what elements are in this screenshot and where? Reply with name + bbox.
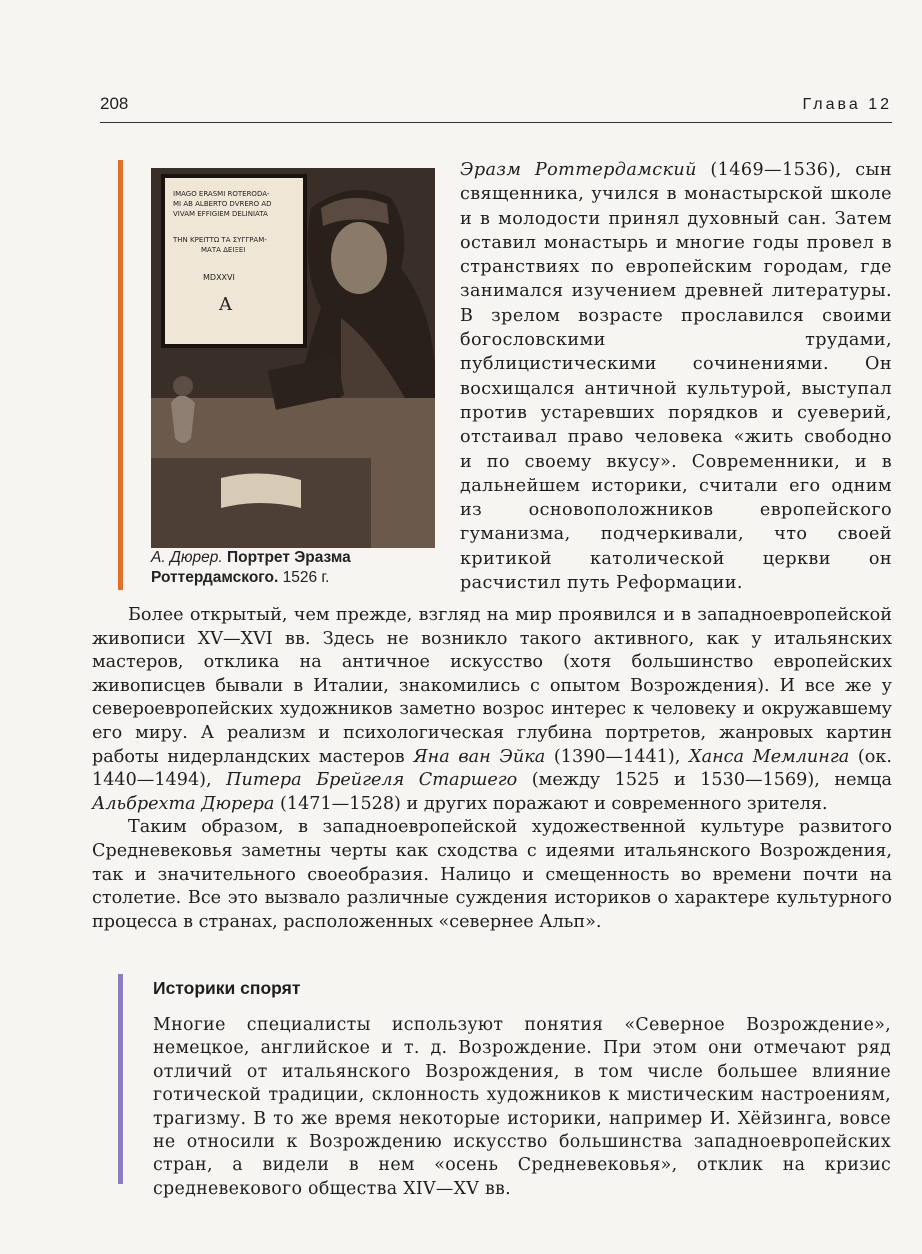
page-number: 208 [100,94,129,113]
inscription-line-5: ΜΑΤΑ ΔΕΙΞΕΙ [201,246,246,254]
paragraph-1: Более открытый, чем прежде, взгляд на мир проявился и в западноевропейской живописи XV—XVI вв. Здесь не возникло такого активного, как у итальянских мастеров, отклика на античное искусство (хотя большинство европейских живописцев бывали в Италии, знакомились с опытом Возрождения). И все же у североевропейских художников заметно возрос интерес к человеку и окружавшему его миру. А реализм и психологическая глубина портретов, жанровых картин работы нидерландских мастеров Яна ван Эйка (1390—1441), Ханса Мемлинга (ок. 1440—1494), Питера Брейгеля Старшего (между 1525 и 1530—1569), немца Альбрехта Дюрера (1471—1528) и других поражают и современного зрителя. [92,605,892,814]
box-title: Историки спорят [153,978,301,998]
figure-caption [151,548,443,588]
name-van-eyck: Яна ван Эйка [413,746,546,767]
inscription-line-4: ΤΗΝ ΚΡΕΙΤΤΩ ΤΑ ΣΥΓΓΡΑΜ- [173,236,267,244]
erasmus-name: Эразм Роттердамский [460,160,697,180]
page-header [100,92,892,123]
inscription-line-2: MI AB ALBERTO DVRERO AD [173,200,272,208]
erasmus-biography [460,158,892,595]
paragraph-2: Таким образом, в западноевропейской художественной культуре развитого Средневековья заметны черты как сходства с идеями итальянского Возрождения, так и значительного своеобразия. Налицо и смещенность во времени почти на столетие. Все это вызвало различные суждения историков о характере культурного процесса в странах, расположенных «севернее Альп». [92,817,892,932]
inscription-line-6: MDXXVI [203,273,235,282]
main-text [92,604,892,934]
chapter-label: Глава 12 [802,96,892,113]
name-memling: Ханса Мемлинга [689,746,850,767]
durer-monogram: A [219,294,232,315]
caption-year: 1526 г. [282,569,330,586]
caption-title: Портрет Эразма Роттердамского. [151,549,351,586]
inscription-line-3: VIVAM EFFIGIEM DELINIATA [173,210,268,218]
inscription-line-1: IMAGO ERASMI ROTERODA- [173,190,270,198]
erasmus-portrait-engraving [151,168,435,548]
erasmus-bio-text: (1469—1536), сын священника, учился в монастырской школе и в молодости принял духовный сан. Затем оставил монастырь и многие годы провел в странствиях по европейским городам, где занимался изучением древней литературы. В зрелом возрасте прославился своими богословскими трудами, публицистическими сочинениями. Он восхищался античной культурой, выступал против устаревших порядков и суеверий, отстаивал право человека «жить свободно и по своему вкусу». Современники, и в дальнейшем историки, считали его одним из основоположников европейского гуманизма, подчеркивали, что своей критикой католической церкви он расчистил путь Реформации. [460,160,892,594]
box-text: Многие специалисты используют понятия «Северное Возрождение», немецкое, английское и т. д. Возрождение. При этом они отмечают ряд отличий от итальянского Возрождения, в том числе большее влияние готической традиции, склонность художников к мистическим настроениям, трагизму. В то же время некоторые историки, например И. Хёйзинга, вовсе не относили к Возрождению искусство большинства западноевропейских стран, а видели в нем «осень Средневековья», отклик на кризис средневекового общества XIV—XV вв. [153,1015,891,1199]
figure [118,160,445,590]
name-durer: Альбрехта Дюрера [92,793,275,814]
name-bruegel: Питера Брейгеля Старшего [226,770,518,791]
historians-debate-box [118,974,899,1199]
caption-author: А. Дюрер. [151,549,223,566]
